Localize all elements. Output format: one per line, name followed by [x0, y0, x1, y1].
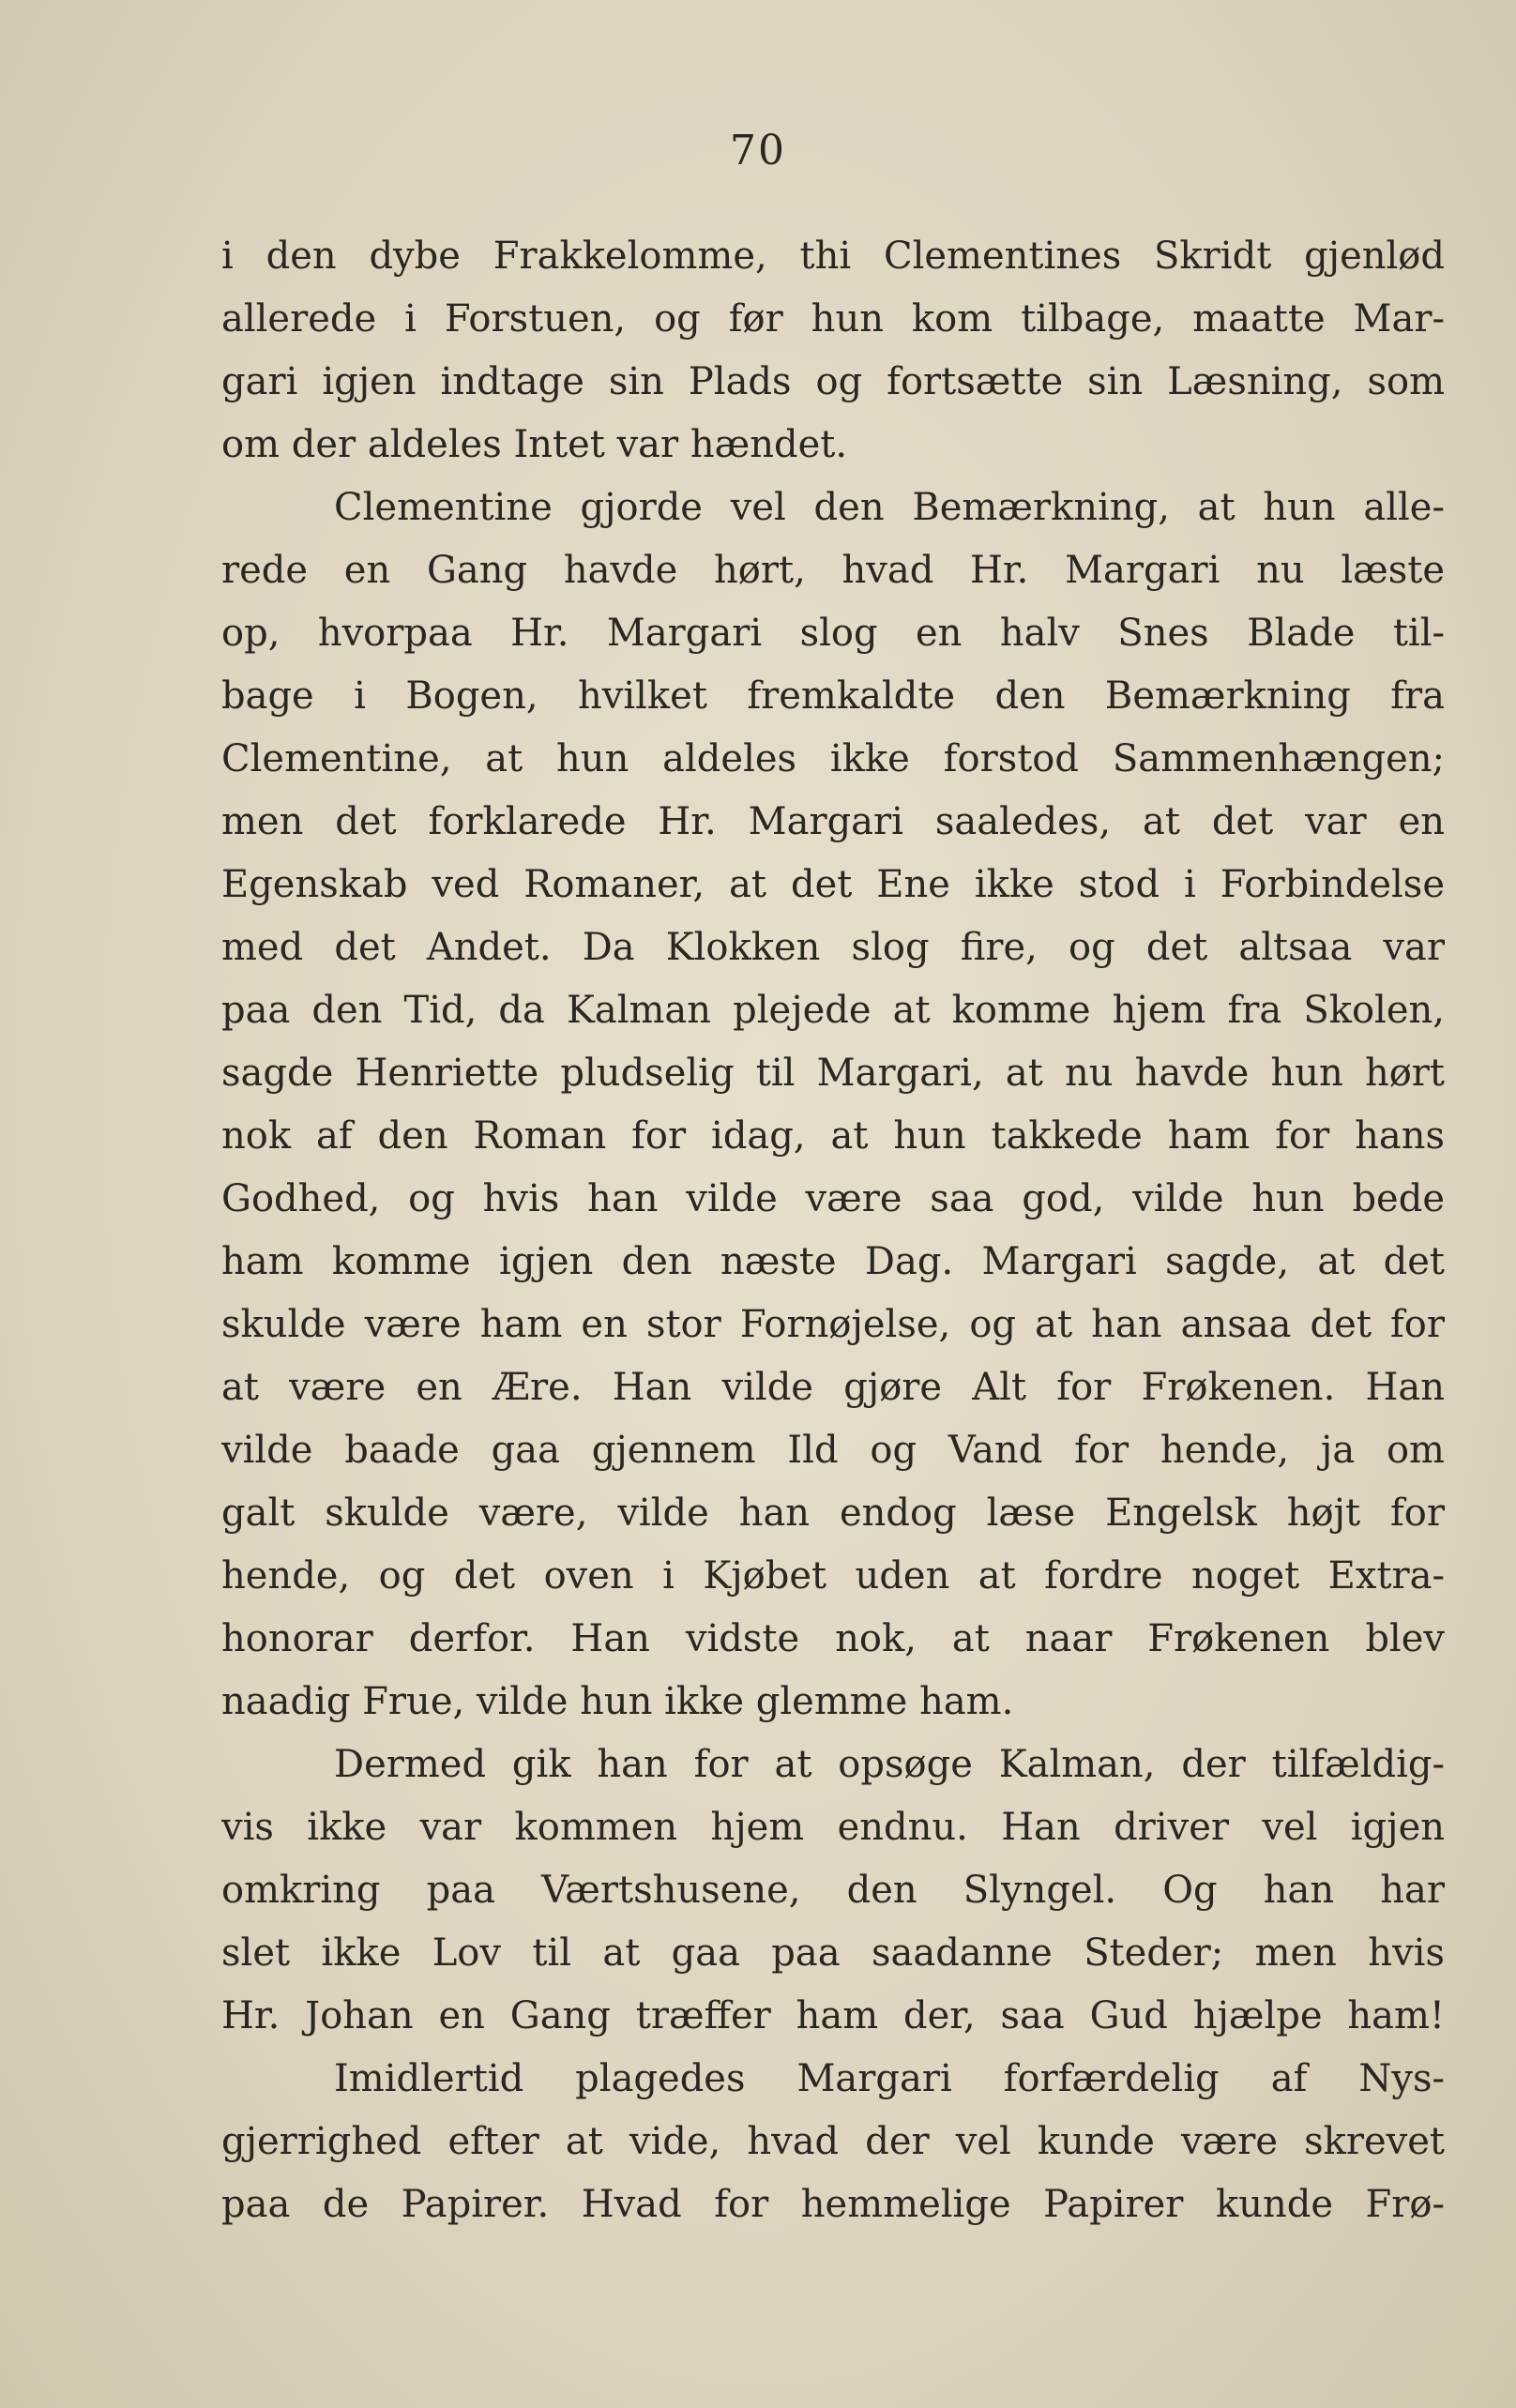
text-line: vilde baade gaa gjennem Ild og Vand for hende, ja om [221, 1429, 1445, 1472]
text-line: men det forklarede Hr. Margari saaledes, at det var en [221, 800, 1445, 843]
text-line: Godhed, og hvis han vilde være saa god, vilde hun bede [221, 1177, 1445, 1220]
text-line: gjerrighed efter at vide, hvad der vel kunde være skrevet [221, 2120, 1445, 2163]
text-line: sagde Henriette pludselig til Margari, at nu havde hun hørt [221, 1052, 1445, 1095]
text-line: Dermed gik han for at opsøge Kalman, der tilfældig- [334, 1743, 1445, 1786]
text-line: ham komme igjen den næste Dag. Margari sagde, at det [221, 1240, 1445, 1283]
text-line: Imidlertid plagedes Margari forfærdelig af Nys- [334, 2057, 1445, 2100]
text-line: vis ikke var kommen hjem endnu. Han driver vel igjen [221, 1806, 1445, 1849]
text-line: galt skulde være, vilde han endog læse Engelsk højt for [221, 1492, 1445, 1535]
text-line: omkring paa Værtshusene, den Slyngel. Og han har [221, 1869, 1445, 1912]
body-text [221, 225, 1445, 2236]
text-line: med det Andet. Da Klokken slog fire, og det altsaa var [221, 926, 1445, 969]
text-line: paa de Papirer. Hvad for hemmelige Papirer kunde Frø- [221, 2183, 1445, 2226]
text-line: nok af den Roman for idag, at hun takkede ham for hans [221, 1114, 1445, 1158]
text-line: om der aldeles Intet var hændet. [221, 423, 848, 466]
text-line: gari igjen indtage sin Plads og fortsætte sin Læsning, som [221, 360, 1445, 403]
page-number: 70 [730, 127, 786, 174]
text-line: Clementine gjorde vel den Bemærkning, at hun alle- [334, 486, 1445, 529]
text-line: slet ikke Lov til at gaa paa saadanne Steder; men hvis [221, 1931, 1445, 1975]
text-line: op, hvorpaa Hr. Margari slog en halv Snes Blade til- [221, 612, 1445, 655]
text-line: rede en Gang havde hørt, hvad Hr. Margari nu læste [221, 549, 1445, 592]
text-line: Egenskab ved Romaner, at det Ene ikke stod i Forbindelse [221, 863, 1445, 906]
text-line: hende, og det oven i Kjøbet uden at fordre noget Extra- [221, 1554, 1445, 1598]
text-line: at være en Ære. Han vilde gjøre Alt for Frøkenen. Han [221, 1366, 1445, 1409]
text-line: honorar derfor. Han vidste nok, at naar Frøkenen blev [221, 1617, 1445, 1660]
text-line: paa den Tid, da Kalman plejede at komme hjem fra Skolen, [221, 989, 1445, 1032]
text-line: Clementine, at hun aldeles ikke forstod Sammenhængen; [221, 737, 1445, 780]
text-line: Hr. Johan en Gang træffer ham der, saa Gud hjælpe ham! [221, 1994, 1445, 2037]
text-line: allerede i Forstuen, og før hun kom tilbage, maatte Mar- [221, 297, 1445, 341]
text-line: skulde være ham en stor Fornøjelse, og at han ansaa det for [221, 1303, 1445, 1346]
text-line: naadig Frue, vilde hun ikke glemme ham. [221, 1680, 1014, 1723]
text-line: bage i Bogen, hvilket fremkaldte den Bemærkning fra [221, 674, 1445, 718]
text-line: i den dybe Frakkelomme, thi Clementines Skridt gjenlød [221, 235, 1445, 278]
